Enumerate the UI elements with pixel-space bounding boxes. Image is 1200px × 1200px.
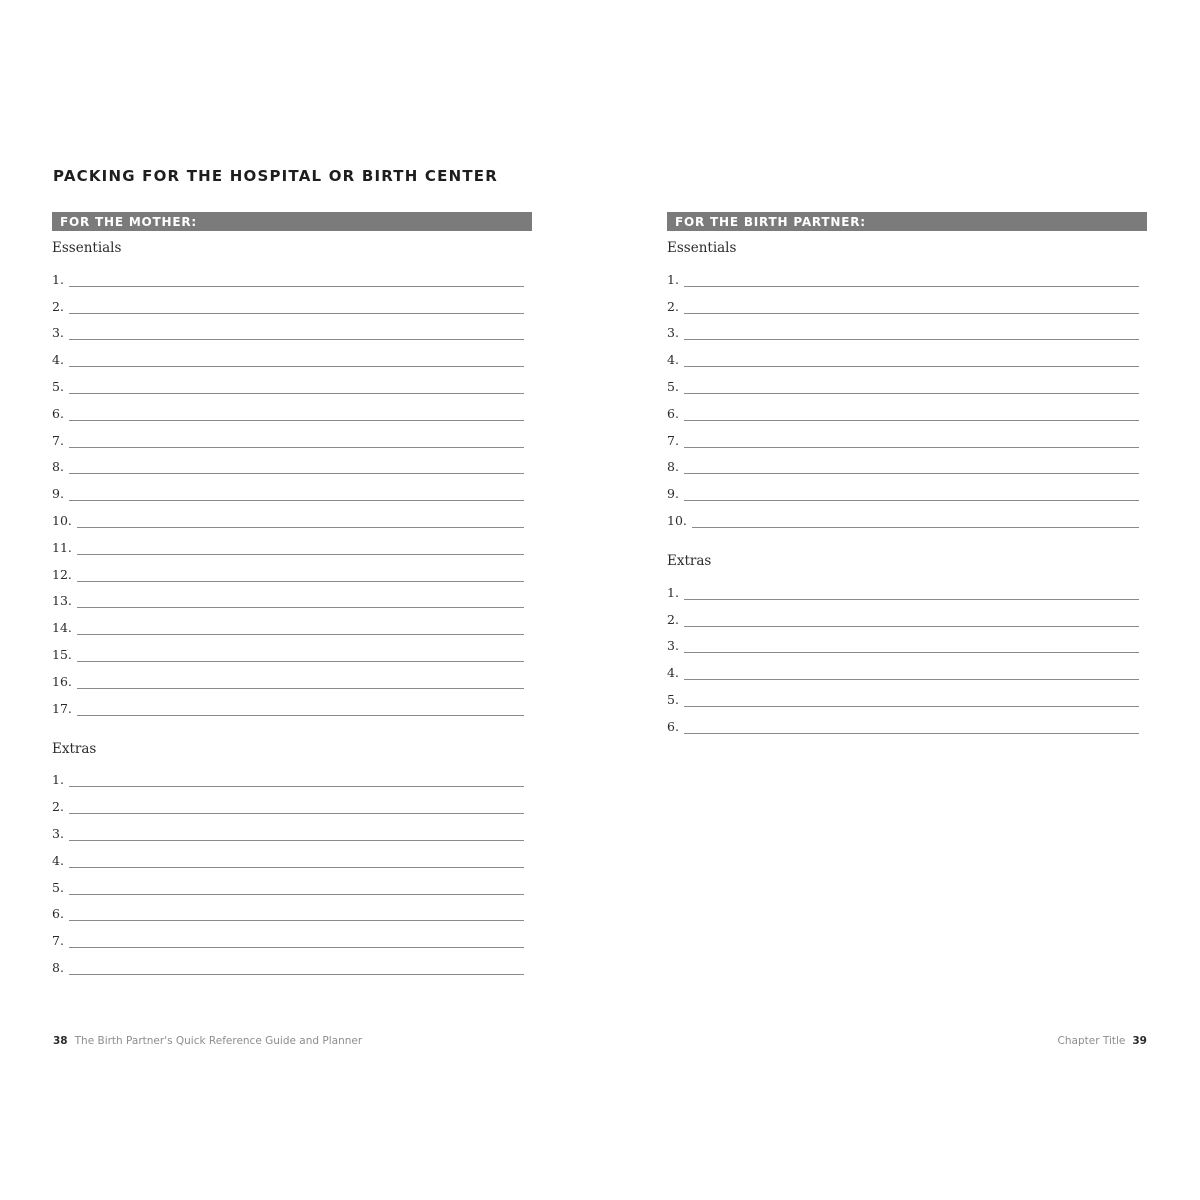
page-title: PACKING FOR THE HOSPITAL OR BIRTH CENTER (53, 167, 498, 185)
partner-essentials-line-7 (667, 422, 1139, 449)
line-number: 16. (52, 673, 72, 689)
write-in-line[interactable] (69, 326, 524, 340)
mother-essentials-line-17 (52, 690, 524, 717)
page-number-left: 38 (53, 1035, 68, 1047)
mother-essentials-line-12 (52, 556, 524, 583)
write-in-line[interactable] (69, 300, 524, 314)
line-number: 12. (52, 566, 72, 582)
mother-essentials-line-3 (52, 315, 524, 342)
line-number: 3. (667, 638, 679, 654)
write-in-line[interactable] (684, 407, 1139, 421)
write-in-line[interactable] (684, 273, 1139, 287)
mother-extras-line-7 (52, 922, 524, 949)
partner-extras-line-2 (667, 601, 1139, 628)
line-number: 2. (52, 298, 64, 314)
line-number: 6. (52, 405, 64, 421)
mother-essentials-line-4 (52, 341, 524, 368)
write-in-line[interactable] (684, 487, 1139, 501)
line-number: 1. (667, 584, 679, 600)
write-in-line[interactable] (684, 586, 1139, 600)
partner-essentials-line-9 (667, 475, 1139, 502)
partner-extras-line-6 (667, 708, 1139, 735)
line-number: 10. (667, 512, 687, 528)
partner-essentials-line-3 (667, 315, 1139, 342)
partner-column (667, 212, 1147, 735)
line-number: 1. (667, 271, 679, 287)
write-in-line[interactable] (69, 773, 524, 787)
partner-essentials-line-10 (667, 502, 1139, 529)
line-number: 6. (667, 718, 679, 734)
partner-essentials-line-8 (667, 449, 1139, 476)
mother-essentials-line-7 (52, 422, 524, 449)
partner-essentials-line-5 (667, 368, 1139, 395)
mother-extras-heading: Extras (52, 740, 97, 757)
write-in-line[interactable] (77, 594, 524, 608)
line-number: 3. (52, 825, 64, 841)
write-in-line[interactable] (69, 800, 524, 814)
mother-extras-line-1 (52, 762, 524, 789)
write-in-line[interactable] (69, 434, 524, 448)
mother-essentials-line-11 (52, 529, 524, 556)
line-number: 8. (52, 959, 64, 975)
line-number: 8. (52, 459, 64, 475)
page-number-right: 39 (1132, 1035, 1147, 1047)
write-in-line[interactable] (684, 326, 1139, 340)
mother-essentials-list (52, 261, 532, 717)
section-header-mother: FOR THE MOTHER: (52, 212, 532, 231)
line-number: 4. (52, 852, 64, 868)
partner-essentials-line-2 (667, 288, 1139, 315)
mother-essentials-line-2 (52, 288, 524, 315)
line-number: 9. (52, 486, 64, 502)
mother-essentials-line-6 (52, 395, 524, 422)
line-number: 7. (52, 432, 64, 448)
write-in-line[interactable] (69, 907, 524, 921)
line-number: 7. (667, 432, 679, 448)
write-in-line[interactable] (69, 353, 524, 367)
line-number: 3. (52, 325, 64, 341)
write-in-line[interactable] (77, 621, 524, 635)
line-number: 11. (52, 539, 72, 555)
mother-column (52, 212, 532, 976)
mother-essentials-heading: Essentials (52, 240, 122, 256)
mother-extras-line-6 (52, 896, 524, 923)
write-in-line[interactable] (77, 514, 524, 528)
write-in-line[interactable] (684, 300, 1139, 314)
write-in-line[interactable] (684, 353, 1139, 367)
write-in-line[interactable] (69, 380, 524, 394)
line-number: 10. (52, 512, 72, 528)
chapter-title: Chapter Title (1057, 1035, 1126, 1047)
line-number: 5. (52, 879, 64, 895)
partner-essentials-line-4 (667, 341, 1139, 368)
write-in-line[interactable] (77, 675, 524, 689)
write-in-line[interactable] (69, 961, 524, 975)
line-number: 6. (52, 906, 64, 922)
write-in-line[interactable] (684, 380, 1139, 394)
line-number: 7. (52, 933, 64, 949)
mother-essentials-line-16 (52, 663, 524, 690)
write-in-line[interactable] (684, 460, 1139, 474)
line-number: 3. (667, 325, 679, 341)
write-in-line[interactable] (69, 273, 524, 287)
partner-extras-line-3 (667, 628, 1139, 655)
partner-extras-heading: Extras (667, 552, 712, 569)
line-number: 4. (667, 352, 679, 368)
line-number: 1. (52, 772, 64, 788)
line-number: 2. (667, 298, 679, 314)
write-in-line[interactable] (69, 854, 524, 868)
footer-right (1058, 1035, 1147, 1047)
mother-essentials-line-14 (52, 609, 524, 636)
partner-essentials-heading: Essentials (667, 240, 737, 256)
write-in-line[interactable] (69, 487, 524, 501)
line-number: 4. (52, 352, 64, 368)
write-in-line[interactable] (77, 568, 524, 582)
mother-extras-list (52, 762, 532, 976)
write-in-line[interactable] (69, 881, 524, 895)
write-in-line[interactable] (684, 639, 1139, 653)
write-in-line[interactable] (69, 827, 524, 841)
write-in-line[interactable] (684, 720, 1139, 734)
mother-essentials-line-8 (52, 449, 524, 476)
line-number: 5. (667, 691, 679, 707)
mother-extras-line-3 (52, 815, 524, 842)
partner-extras-line-4 (667, 654, 1139, 681)
write-in-line[interactable] (684, 434, 1139, 448)
line-number: 15. (52, 646, 72, 662)
write-in-line[interactable] (684, 693, 1139, 707)
line-number: 6. (667, 405, 679, 421)
line-number: 5. (667, 378, 679, 394)
mother-extras-line-2 (52, 788, 524, 815)
partner-essentials-list (667, 261, 1147, 529)
write-in-line[interactable] (77, 648, 524, 662)
write-in-line[interactable] (69, 407, 524, 421)
line-number: 5. (52, 378, 64, 394)
mother-essentials-line-13 (52, 583, 524, 610)
mother-essentials-line-1 (52, 261, 524, 288)
write-in-line[interactable] (684, 666, 1139, 680)
mother-essentials-line-10 (52, 502, 524, 529)
line-number: 9. (667, 486, 679, 502)
mother-extras-line-5 (52, 869, 524, 896)
write-in-line[interactable] (69, 460, 524, 474)
line-number: 14. (52, 620, 72, 636)
partner-essentials-line-1 (667, 261, 1139, 288)
line-number: 13. (52, 593, 72, 609)
footer-left (53, 1035, 362, 1047)
line-number: 8. (667, 459, 679, 475)
line-number: 4. (667, 665, 679, 681)
partner-extras-line-5 (667, 681, 1139, 708)
book-title: The Birth Partner's Quick Reference Guide and Planner (74, 1035, 363, 1047)
write-in-line[interactable] (69, 934, 524, 948)
mother-essentials-line-5 (52, 368, 524, 395)
mother-essentials-line-9 (52, 475, 524, 502)
mother-extras-line-8 (52, 949, 524, 976)
write-in-line[interactable] (692, 514, 1139, 528)
line-number: 2. (52, 799, 64, 815)
line-number: 17. (52, 700, 72, 716)
write-in-line[interactable] (77, 541, 524, 555)
line-number: 2. (667, 611, 679, 627)
partner-extras-list (667, 574, 1147, 735)
mother-extras-line-4 (52, 842, 524, 869)
write-in-line[interactable] (77, 702, 524, 716)
partner-extras-line-1 (667, 574, 1139, 601)
mother-essentials-line-15 (52, 636, 524, 663)
partner-essentials-line-6 (667, 395, 1139, 422)
write-in-line[interactable] (684, 613, 1139, 627)
line-number: 1. (52, 271, 64, 287)
section-header-partner: FOR THE BIRTH PARTNER: (667, 212, 1147, 231)
